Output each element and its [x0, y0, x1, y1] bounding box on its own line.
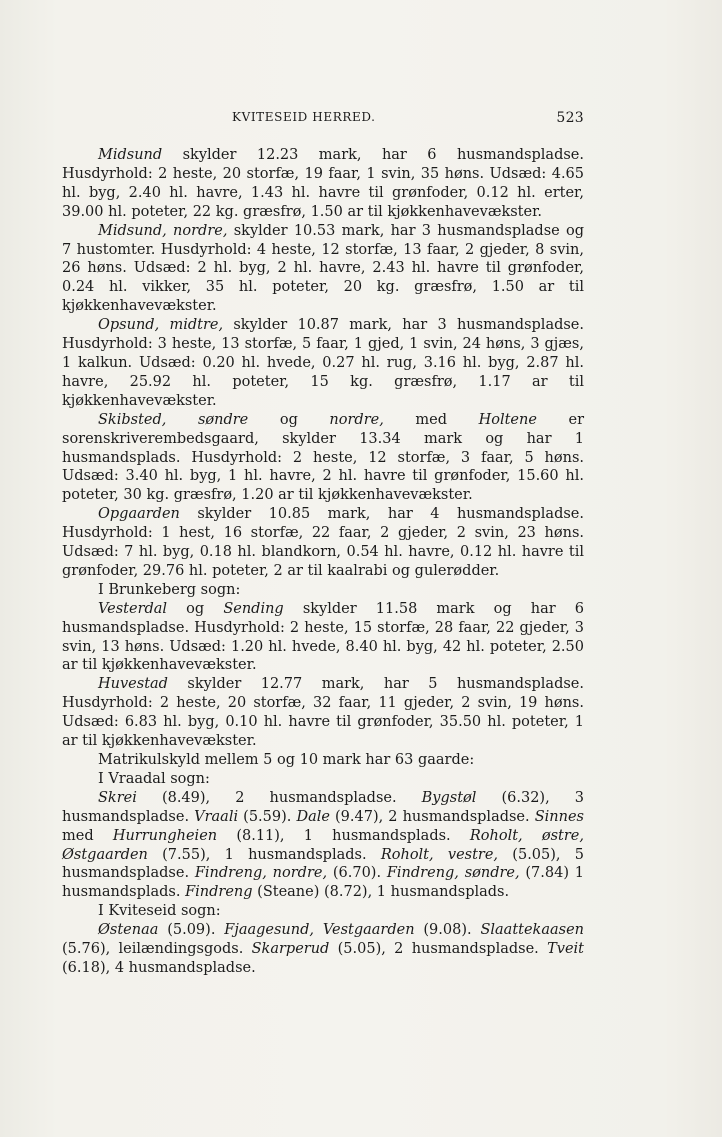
place-name: Slaattekaasen [480, 922, 584, 939]
text-run: skylder 12.77 mark, har 5 husmandspladse. Husdyrhold: 2 heste, 20 storfæ, 32 faar, 11 gjeder, 2 svin, 19 høns. Udsæd: 6.83 hl. byg, 0.10 hl. havre til grønfoder, 35.50 hl. poteter, 1 ar til kjøkkenhavevækster. [62, 676, 584, 750]
text-run: med [383, 411, 479, 428]
place-name: Sinnes [534, 808, 584, 825]
text-run: (5.09). [158, 922, 225, 939]
text-run: (6.70). [327, 865, 387, 882]
paragraph [62, 316, 584, 411]
paragraph [62, 146, 584, 222]
place-name: Huvestad [98, 676, 168, 693]
text-run: (5.76), leilændingsgods. [62, 941, 252, 958]
text-run: (9.08). [414, 922, 481, 939]
text-run: Matrikulskyld mellem 5 og 10 mark har 63 gaarde: [98, 752, 475, 768]
place-name: Vraali [194, 808, 239, 825]
text-run: (5.59). [238, 808, 297, 825]
paragraph [62, 505, 584, 581]
text-run: (7.84) 1 husmandsplads. [62, 865, 585, 901]
text-run: (8.11), 1 husmandsplads. [217, 827, 470, 844]
text-run: (7.55), 1 husmandsplads. [147, 846, 381, 863]
place-name: Opsund, midtre, [98, 317, 224, 334]
text-run: I Brunkeberg sogn: [98, 581, 241, 598]
text-run: (8.49), 2 husmandspladse. [136, 789, 422, 806]
paragraph [62, 675, 584, 751]
text-run: er sorenskriverembedsgaard, skylder 13.34 mark og har 1 husmandsplads. Husdyrhold: 2 heste, 12 storfæ, 3 faar, 5 høns. Udsæd: 3.40 hl. byg, 1 hl. havre, 2 hl. havre til grønfoder, 15.60 hl. poteter, 30 kg. græsfrø, 1.20 ar til kjøkkenhavevækster. [62, 411, 585, 504]
running-title: KVITESEID HERRED. [232, 110, 376, 124]
page-header [62, 110, 584, 132]
place-name: Dale [296, 808, 330, 825]
text-run: skylder 10.85 mark, har 4 husmandspladse. Husdyrhold: 1 hest, 16 storfæ, 22 faar, 2 gjeder, 2 svin, 23 høns. Udsæd: 7 hl. byg, 0.18 hl. blandkorn, 0.54 hl. havre, 0.12 hl. havre til grønfoder, 29.76 hl. poteter, 2 ar til kaalrabi og gulerødder. [62, 506, 584, 579]
text-run: med [62, 827, 113, 844]
place-name: Holtene [478, 411, 537, 428]
place-name: Roholt, vestre, [380, 846, 499, 863]
place-name: Østenaa [98, 922, 159, 939]
place-name: Findreng [185, 884, 253, 901]
text-run: skylder 10.53 mark, har 3 husmandspladse og 7 hustomter. Husdyrhold: 4 heste, 12 storfæ, 13 faar, 2 gjeder, 8 svin, 26 høns. Udsæd: 2 hl. byg, 2 hl. havre, 2.43 hl. havre til grønfoder, 0.24 hl. vikker, 35 hl. poteter, 20 kg. græsfrø, 1.50 ar til kjøkkenhavevækster. [62, 222, 584, 315]
text-run: I Vraadal sogn: [98, 770, 210, 787]
place-name: Skibsted, søndre [98, 411, 249, 428]
paragraph [62, 600, 584, 676]
place-name: Bygstøl [421, 789, 477, 806]
text-run: og [167, 600, 224, 617]
paragraph [62, 411, 584, 506]
paragraph [62, 222, 584, 317]
place-name: Midsund [98, 147, 163, 163]
place-name: Fjaagesund, Vestgaarden [224, 922, 415, 939]
paragraph [62, 789, 584, 902]
text-run: og [248, 411, 330, 428]
text-run: skylder 11.58 mark og har 6 husmandspladse. Husdyrhold: 2 heste, 15 storfæ, 28 faar, 22 gjeder, 3 svin, 13 høns. Udsæd: 1.20 hl. hvede, 8.40 hl. byg, 42 hl. poteter, 2.50 ar til kjøkkenhavevækster. [62, 600, 584, 674]
text-run: (5.05), 2 husmandspladse. [329, 941, 548, 958]
place-name: Opgaarden [98, 506, 180, 523]
place-name: Tveit [547, 941, 584, 958]
place-name: Roholt, østre, Østgaarden [62, 827, 584, 863]
place-name: nordre, [329, 411, 384, 428]
text-run: (6.32), 3 husmandspladse. [62, 789, 584, 825]
text-run: (Steane) (8.72), 1 husmandsplads. [252, 884, 510, 901]
paragraph [62, 902, 584, 921]
place-name: Vesterdal [98, 600, 168, 617]
place-name: Hurrungheien [112, 827, 218, 844]
paragraph [62, 751, 584, 770]
body-text [62, 146, 584, 978]
place-name: Skarperud [251, 941, 330, 958]
paragraph [62, 770, 584, 789]
paragraph [62, 921, 584, 978]
text-run: I Kviteseid sogn: [98, 903, 221, 920]
paragraph [62, 581, 584, 600]
text-run: (5.05), 5 husmandspladse. [62, 846, 585, 882]
place-name: Findreng, nordre, [194, 865, 328, 882]
text-run: skylder 10.87 mark, har 3 husmandspladse. Husdyrhold: 3 heste, 13 storfæ, 5 faar, 1 gjed, 1 svin, 24 høns, 3 gjæs, 1 kalkun. Udsæd: 0.20 hl. hvede, 0.27 hl. rug, 3.16 hl. byg, 2.87 hl. havre, 25.92 hl. poteter, 15 kg. græsfrø, 1.17 ar til kjøkkenhavevækster. [62, 317, 584, 409]
text-run: skylder 12.23 mark, har 6 husmandspladse. Husdyrhold: 2 heste, 20 storfæ, 19 faar, 1 svin, 35 høns. Udsæd: 4.65 hl. byg, 2.40 hl. havre, 1.43 hl. havre til grønfoder, 0.12 hl. erter, 39.00 hl. poteter, 22 kg. græsfrø, 1.50 ar til kjøkkenhavevækster. [62, 147, 584, 220]
place-name: Findreng, søndre, [386, 865, 520, 882]
text-run: (6.18), 4 husmandspladse. [62, 959, 256, 976]
place-name: Sending [223, 600, 284, 617]
page-number: 523 [556, 110, 584, 126]
place-name: Skrei [98, 789, 137, 806]
place-name: Midsund, nordre, [98, 222, 228, 239]
text-run: (9.47), 2 husmandspladse. [329, 808, 535, 825]
